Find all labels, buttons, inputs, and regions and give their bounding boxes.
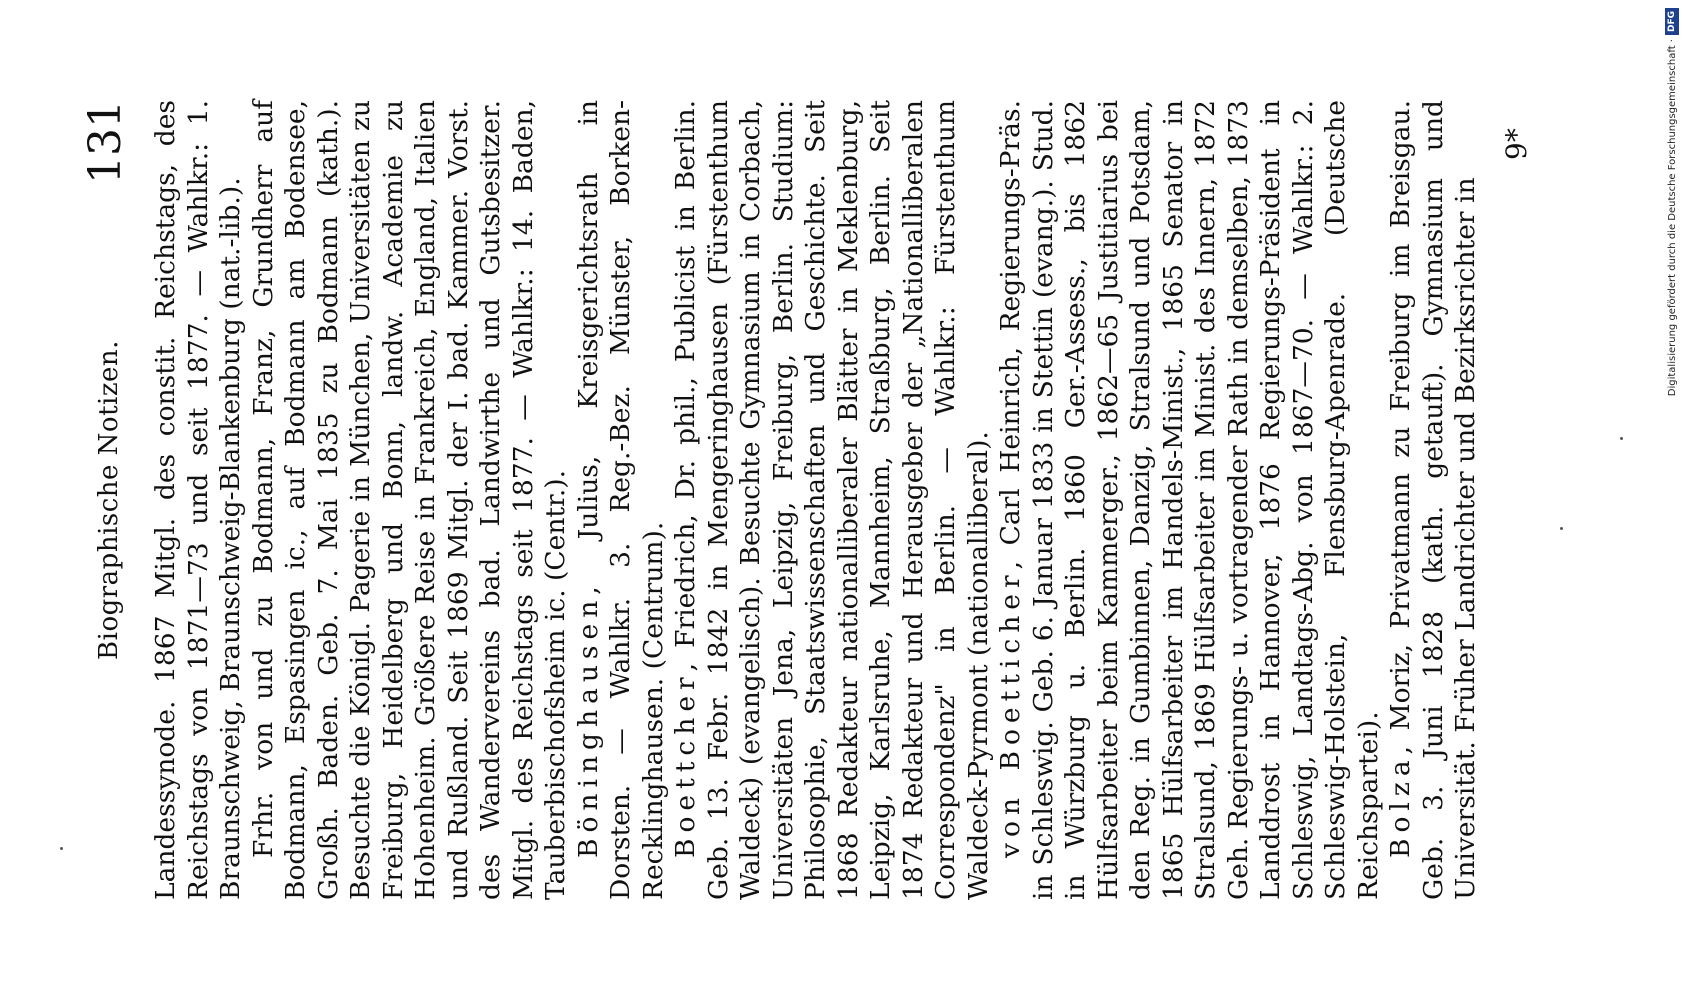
scan-speck xyxy=(60,847,63,850)
scan-speck xyxy=(1560,527,1563,530)
entry-bodmann xyxy=(248,100,573,900)
page-number: 131 xyxy=(80,100,131,184)
entry-boeninghausen xyxy=(573,100,671,900)
entry-text: , Franz, Grundherr auf Bodmann, Espasingen ic., auf Bodmann am Bodensee, Großh. Baden. Geb. 7. Mai 1835 zu Bodmann (kath.). Besuchte die Königl. Pagerie in München, Universitäten zu Freiburg, Heidelberg und Bonn, landw. Academie zu Hohenheim. Größere Reise in Frankreich, England, Italien und Rußland. Seit 1869 Mitgl. der I. bad. Kammer. Vorst. des Wandervereins bad. Landwirthe und Gutsbesitzer. Mitgl. des Reichstags seit 1877. — Wahlkr.: 14. Baden, Tauberbischofsheim ic. (Centr.). xyxy=(247,100,571,900)
page-header xyxy=(80,100,140,900)
entry-name: Bolza xyxy=(1385,754,1416,858)
entry-name: von Boetticher xyxy=(995,569,1026,858)
entry-text: , Julius, Kreisgerichtsrath in Dorsten. — Wahlkr. 3. Reg.-Bez. Münster, Borken-Recklinghausen. (Centrum). xyxy=(572,100,669,900)
dfg-logo-icon: DFG xyxy=(1665,8,1679,35)
entry-text: , Moriz, Privatmann zu Freiburg im Breisgau. Geb. 3. Juni 1828 (kath. getauft). Gymnasium und Universität. Früher Landrichter und Bezirksrichter in xyxy=(1385,100,1481,900)
entry-text: , Friedrich, Dr. phil., Publicist in Berlin. Geb. 13. Febr. 1842 in Mengeringhausen (Fürstenthum Waldeck) (evangelisch). Besuchte Gymnasium in Corbach, Universitäten Jena, Leipzig, Freiburg, Berlin. Studium: Philosophie, Staatswissenschaften und Geschichte. Seit 1868 Redakteur nationalliberaler Blätter in Meklenburg, Leipzig, Karlsruhe, Mannheim, Straßburg, Berlin. Seit 1874 Redakteur und Herausgeber der „Nationalliberalen Correspondenz" in Berlin. — Wahlkr.: Fürstenthum Waldeck-Pyrmont (nationalliberal). xyxy=(670,100,994,900)
scan-speck xyxy=(1620,437,1623,440)
entry-boetticher xyxy=(995,100,1385,900)
signature-mark: 9* xyxy=(1500,128,1533,160)
entry-continuation xyxy=(150,100,248,900)
entry-name: Frhr. von und zu Bodmann xyxy=(247,446,279,858)
digitization-credit xyxy=(1663,0,1681,1000)
entry-text: Landessynode. 1867 Mitgl. des constit. Reichstags, des Reichstags von 1871—73 und seit 1877. — Wahlkr.: 1. Braunschweig, Braunschweig-Blankenburg (nat.-lib.). xyxy=(150,100,246,900)
running-head: Biographische Notizen. xyxy=(94,340,124,660)
entry-text: , Carl Heinrich, Regierungs-Präs. in Schleswig. Geb. 6. Januar 1833 in Stettin (evang.). Stud. in Würzburg u. Berlin. 1860 Ger.-Assess., bis 1862 Hülfsarbeiter beim Kammerger., 1862—65 Justitiarius bei den Reg. in Gumbinnen, Danzig, Stralsund und Potsdam, 1865 Hülfsarbeiter im Handels-Minist., 1865 Senator in Stralsund, 1869 Hülfsarbeiter im Minist. des Innern, 1872 Geh. Regierungs- u. vortragender Rath in demselben, 1873 Landdrost in Hannover, 1876 Regierungs-Präsident in Schleswig, Landtags-Abg. von 1867—70. — Wahlkr.: 2. Schleswig-Holstein, Flensburg-Apenrade. (Deutsche Reichspartei). xyxy=(995,100,1384,900)
entry-bolza xyxy=(1385,100,1483,900)
entry-boettcher xyxy=(670,100,995,900)
credit-text: Digitalisierung gefördert durch die Deutsche Forschungsgemeinschaft · xyxy=(1666,39,1678,397)
entry-name: Boettcher xyxy=(670,671,701,858)
entry-name: Böninghausen xyxy=(572,594,604,858)
body-text xyxy=(150,100,1483,900)
